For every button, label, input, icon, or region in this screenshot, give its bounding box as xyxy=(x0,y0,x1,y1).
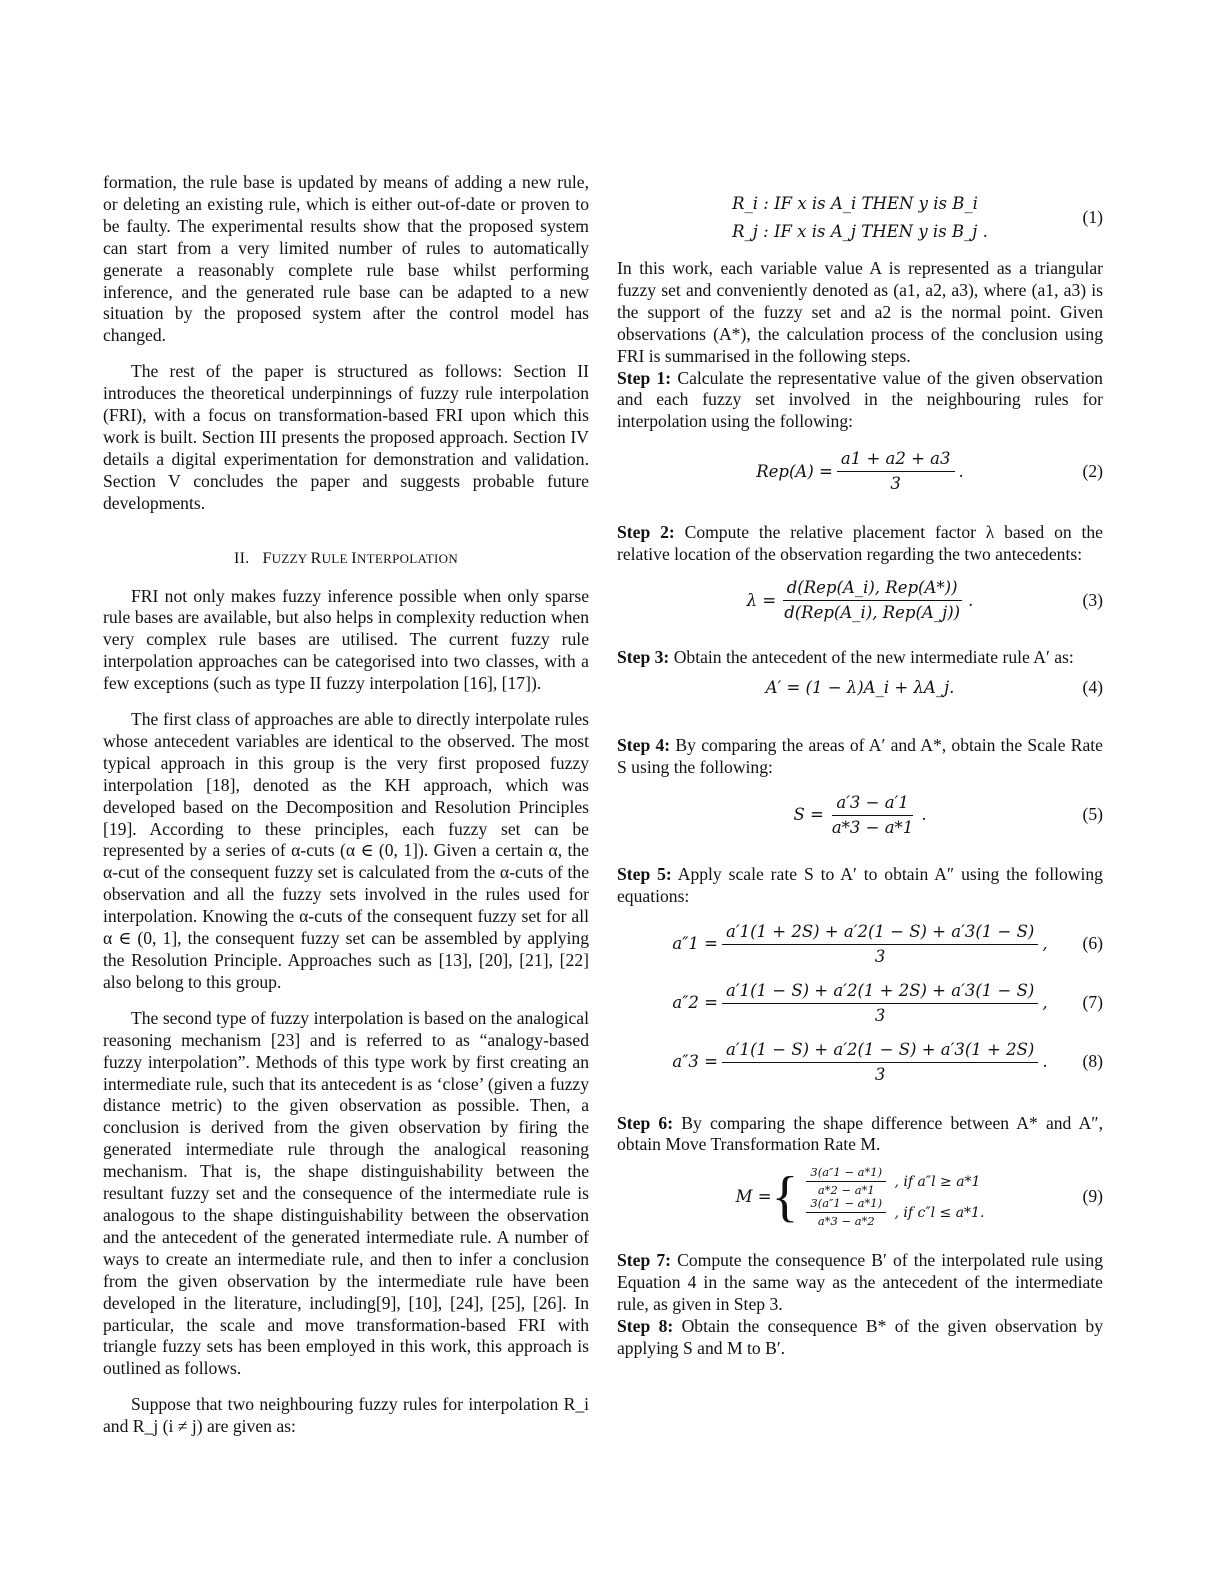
case-2 xyxy=(802,1196,985,1229)
numerator: a′3 − a′1 xyxy=(832,793,912,816)
equation-number: (9) xyxy=(1082,1186,1103,1207)
equation-tail: . xyxy=(1042,1052,1048,1072)
heading-cap: I xyxy=(351,549,357,567)
fraction xyxy=(722,981,1038,1026)
step-4 xyxy=(617,735,1103,779)
rules-block xyxy=(732,190,988,246)
step-label: Step 1: xyxy=(617,367,672,388)
step-3 xyxy=(617,647,1103,669)
equation-3 xyxy=(617,578,1103,623)
fraction xyxy=(837,449,955,494)
denominator: 3 xyxy=(874,1064,886,1084)
step-text: Obtain the consequence B* of the given observation by applying S and M to B′. xyxy=(617,1316,1103,1358)
heading-smallcaps: UZZY xyxy=(271,550,311,566)
equation-2 xyxy=(617,449,1103,494)
denominator: a*3 − a*1 xyxy=(831,817,914,837)
rule-i: R_i : IF x is A_i THEN y is B_i xyxy=(732,194,978,213)
equation-5 xyxy=(617,793,1103,838)
equation-tail: , xyxy=(1042,993,1048,1013)
denominator: d(Rep(A_i), Rep(A_j)) xyxy=(784,603,961,623)
step-text: Calculate the representative value of the given observation and each fuzzy set involved in the neighbouring rules for interpolation using the following: xyxy=(617,367,1103,432)
step-6 xyxy=(617,1113,1103,1157)
paragraph-triangular: In this work, each variable value A is represented as a triangular fuzzy set and conveniently denoted as (a1, a2, a3), where (a1, a3) is the support of the fuzzy set and a2 is the normal point. Given observations (A*), the calculation process of the conclusion using FRI is summarised in the following steps. xyxy=(617,258,1103,366)
step-2 xyxy=(617,522,1103,566)
step-text: By comparing the shape difference between A* and A″, obtain Move Transformation Rate M. xyxy=(617,1112,1103,1155)
step-1 xyxy=(617,368,1103,434)
equation-lhs: λ = xyxy=(746,590,777,610)
paragraph-second-type: The second type of fuzzy interpolation is based on the analogical reasoning mechanism [23] and is referred to as “analogy-based fuzzy interpolation”. Methods of this type work by first creating an intermediate rule, such that its antecedent is as ‘close’ (given a fuzzy distance metric) to the given observation as possible. Then, a conclusion is derived from the given observation by firing the generated intermediate rule through the analogical reasoning mechanism. That is, the shape distinguishability between the resultant fuzzy set and the consequence of the intermediate rule is analogous to the shape distinguishability between the observation and the antecedent of the generated intermediate rule. A number of ways to create an intermediate rule, and then to infer a conclusion from the given observation by the intermediate rule have been developed in the literature, including[9], [10], [24], [25], [26]. In particular, the scale and move transformation-based FRI with triangle fuzzy sets has been employed in this work, this approach is outlined as follows. xyxy=(103,1007,589,1379)
equation-9 xyxy=(617,1166,1103,1228)
numerator: a′1(1 − S) + a′2(1 − S) + a′3(1 + 2S) xyxy=(722,1040,1038,1063)
step-label: Step 4: xyxy=(617,734,671,755)
fraction xyxy=(806,1197,886,1228)
step-text: Compute the relative placement factor λ based on the relative location of the observation regarding the two antecedents: xyxy=(617,522,1103,565)
fraction xyxy=(806,1166,886,1197)
step-label: Step 8: xyxy=(617,1316,674,1337)
step-text: Apply scale rate S to A′ to obtain A″ using the following equations: xyxy=(617,863,1103,906)
step-text: Obtain the antecedent of the new intermediate rule A′ as: xyxy=(673,647,1074,668)
equation-tail: . xyxy=(921,805,927,825)
paragraph-first-class: The first class of approaches are able to directly interpolate rules whose antecedent variables are identical to the observed. The most typical approach in this group is the very first proposed fuzzy interpolation [18], denoted as the KH approach, which was developed based on the Decomposition and Resolution Principles [19]. According to these principles, each fuzzy set can be represented by a series of α-cuts (α ∈ (0, 1]). Given a certain α, the α-cut of the consequent fuzzy set is calculated from the α-cuts of the observation and all the fuzzy sets involved in the rules used for interpolation. Knowing the α-cuts of the consequent fuzzy set for all α ∈ (0, 1], the consequent fuzzy set can be assembled by applying the Resolution Principle. Approaches such as [13], [20], [21], [22] also belong to this group. xyxy=(103,709,589,992)
step-label: Step 2: xyxy=(617,522,675,543)
equation-tail: . xyxy=(968,590,974,610)
equation-lhs: Rep(A) = xyxy=(756,461,833,481)
equation-body: A′ = (1 − λ)A_i + λA_j. xyxy=(765,677,955,697)
step-label: Step 3: xyxy=(617,647,670,668)
equation-number: (1) xyxy=(1082,207,1103,228)
fraction xyxy=(722,1040,1038,1085)
equation-7 xyxy=(617,981,1103,1026)
step-text: Compute the consequence B′ of the interpolated rule using Equation 4 in the same way as the antecedent of the intermediate rule, as given in Step 3. xyxy=(617,1250,1103,1315)
denominator: 3 xyxy=(874,946,886,966)
equation-lhs: a″1 = xyxy=(672,934,718,954)
equation-tail: . xyxy=(958,461,964,481)
equation-number: (3) xyxy=(1082,589,1103,610)
fraction xyxy=(722,922,1038,967)
equation-tail: , xyxy=(1042,934,1048,954)
step-5 xyxy=(617,864,1103,908)
numerator: a′1(1 + 2S) + a′2(1 − S) + a′3(1 − S) xyxy=(722,922,1038,945)
section-heading-fri xyxy=(103,548,589,570)
paragraph-neighbouring-rules: Suppose that two neighbouring fuzzy rules for interpolation R_i and R_j (i ≠ j) are given as: xyxy=(103,1394,589,1437)
case-condition: , if c″l ≤ a*1. xyxy=(894,1204,985,1221)
equation-8 xyxy=(617,1040,1103,1085)
paragraph-intro-continued: formation, the rule base is updated by means of adding a new rule, or deleting an existing rule, which is either out-of-date or proven to be faulty. The experimental results show that the proposed system can start from a very limited number of rules to automatically generate a reasonably complete rule base whilst performing inference, and the generated rule base can be adapted to a new situation by the proposed system after the control model has changed. xyxy=(103,172,589,346)
step-text: By comparing the areas of A′ and A*, obtain the Scale Rate S using the following: xyxy=(617,734,1103,777)
step-8 xyxy=(617,1316,1103,1360)
heading-cap: R xyxy=(310,549,322,567)
equation-number: (5) xyxy=(1082,804,1103,825)
heading-smallcaps: NTERPOLATION xyxy=(356,550,459,566)
denominator: 3 xyxy=(874,1005,886,1025)
right-column xyxy=(617,172,1103,1360)
case-condition: , if a″l ≥ a*1 xyxy=(894,1173,981,1190)
rule-j: R_j : IF x is A_j THEN y is B_j . xyxy=(732,222,988,241)
step-label: Step 5: xyxy=(617,863,672,884)
denominator: 3 xyxy=(890,474,901,494)
cases-block xyxy=(802,1166,984,1228)
numerator: a1 + a2 + a3 xyxy=(837,449,955,472)
equation-number: (7) xyxy=(1082,992,1103,1013)
equation-lhs: M = xyxy=(735,1187,772,1207)
left-column xyxy=(103,172,589,1438)
numerator: a′1(1 − S) + a′2(1 + 2S) + a′3(1 − S) xyxy=(722,981,1038,1004)
step-7 xyxy=(617,1250,1103,1316)
equation-6 xyxy=(617,922,1103,967)
equation-lhs: a″2 = xyxy=(672,993,718,1013)
numerator: d(Rep(A_i), Rep(A*)) xyxy=(783,578,962,601)
equation-lhs: S = xyxy=(793,805,824,825)
left-brace: { xyxy=(771,1166,799,1229)
numerator: 3(a″1 − a*1) xyxy=(806,1166,886,1182)
equation-4 xyxy=(617,677,1103,699)
denominator: a*2 − a*1 xyxy=(817,1183,875,1198)
case-1 xyxy=(802,1165,981,1198)
numerator: 3(a″1 − a*1) xyxy=(806,1197,886,1213)
heading-cap: F xyxy=(262,549,272,567)
denominator: a*3 − a*2 xyxy=(817,1214,875,1229)
equation-number: (4) xyxy=(1082,676,1103,697)
equation-lhs: a″3 = xyxy=(672,1052,718,1072)
equation-number: (2) xyxy=(1082,460,1103,481)
equation-number: (8) xyxy=(1082,1051,1103,1072)
heading-smallcaps: ULE xyxy=(321,550,352,566)
step-label: Step 7: xyxy=(617,1250,671,1271)
fraction xyxy=(780,578,964,623)
step-label: Step 6: xyxy=(617,1112,674,1133)
section-number: II. xyxy=(233,549,250,567)
equation-1 xyxy=(617,190,1103,246)
paragraph-fri-overview: FRI not only makes fuzzy inference possible when only sparse rule bases are available, but also helps in complexity reduction when very complex rule bases are utilised. The current fuzzy rule interpolation approaches can be categorised into two classes, with a few exceptions (such as type II fuzzy interpolation [16], [17]). xyxy=(103,585,589,694)
paragraph-paper-structure: The rest of the paper is structured as follows: Section II introduces the theoretical underpinnings of fuzzy rule interpolation (FRI), with a focus on transformation-based FRI upon which this work is built. Section III presents the proposed approach. Section IV details a digital experimentation for demonstration and validation. Section V concludes the paper and suggests probable future developments. xyxy=(103,361,589,513)
fraction xyxy=(828,793,918,838)
equation-number: (6) xyxy=(1082,933,1103,954)
